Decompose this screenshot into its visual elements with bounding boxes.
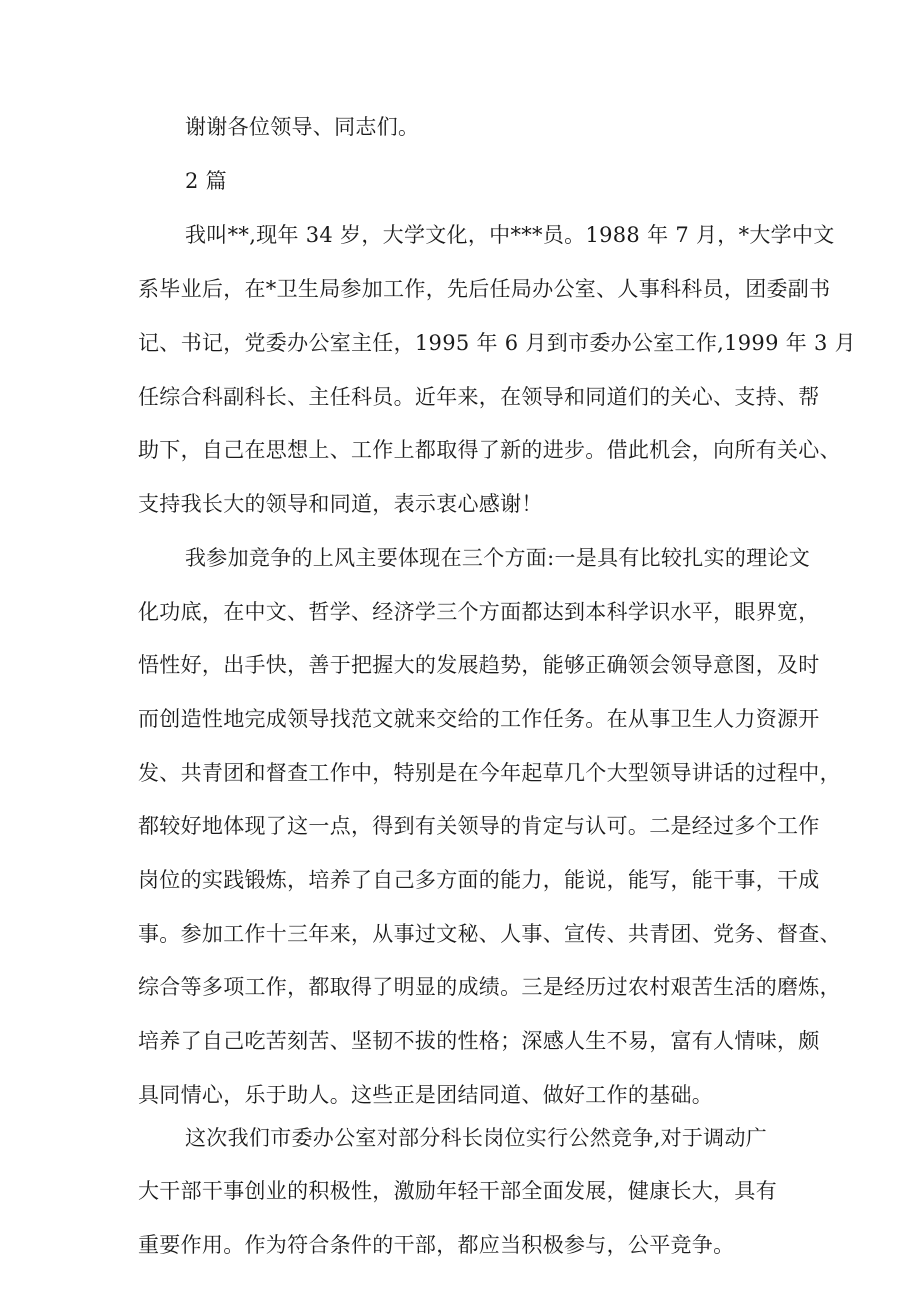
paragraph-line: 培养了自己吃苦刻苦、坚韧不拔的性格；深感人生不易，富有人情味，颇 xyxy=(138,1029,820,1053)
paragraph-line: 系毕业后，在*卫生局参加工作，先后任局办公室、人事科科员，团委副书 xyxy=(138,277,831,301)
paragraph-line: 事。参加工作十三年来，从事过文秘、人事、宣传、共青团、党务、督查、 xyxy=(138,922,841,946)
paragraph-line: 任综合科副科长、主任科员。近年来，在领导和同道们的关心、支持、帮 xyxy=(138,385,820,409)
section-heading: 2 篇 xyxy=(185,169,227,193)
paragraph-line: 岗位的实践锻炼，培养了自己多方面的能力，能说，能写，能干事，干成 xyxy=(138,868,820,892)
paragraph-line: 记、书记，党委办公室主任，1995 年 6 月到市委办公室工作,1999 年 3 月 xyxy=(138,331,856,355)
paragraph-line: 我参加竞争的上风主要体现在三个方面:一是具有比较扎实的理论文 xyxy=(185,546,811,570)
paragraph-line: 化功底，在中文、哲学、经济学三个方面都达到本科学识水平，眼界宽， xyxy=(138,600,820,624)
paragraph-line: 大干部干事创业的积极性，激励年轻干部全面发展，健康长大，具有 xyxy=(138,1179,777,1203)
paragraph-line: 我叫**,现年 34 岁，大学文化，中***员。1988 年 7 月，*大学中文 xyxy=(185,223,835,247)
paragraph-line: 悟性好，出手快，善于把握大的发展趋势，能够正确领会领导意图，及时 xyxy=(138,653,820,677)
paragraph-line: 都较好地体现了这一点，得到有关领导的肯定与认可。二是经过多个工作 xyxy=(138,814,820,838)
paragraph-line: 具同情心，乐于助人。这些正是团结同道、做好工作的基础。 xyxy=(138,1083,714,1107)
paragraph-line: 而创造性地完成领导找范文就来交给的工作任务。在从事卫生人力资源开 xyxy=(138,707,820,731)
paragraph-line: 重要作用。作为符合条件的干部，都应当积极参与，公平竞争。 xyxy=(138,1233,735,1257)
paragraph-line: 这次我们市委办公室对部分科长岗位实行公然竞争,对于调动广 xyxy=(185,1126,768,1150)
paragraph-line: 助下，自己在思想上、工作上都取得了新的进步。借此机会，向所有关心、 xyxy=(138,438,841,462)
closing-line: 谢谢各位领导、同志们。 xyxy=(185,115,420,139)
paragraph-line: 支持我长大的领导和同道，表示衷心感谢！ xyxy=(138,492,543,516)
paragraph-line: 综合等多项工作，都取得了明显的成绩。三是经历过农村艰苦生活的磨炼， xyxy=(138,975,841,999)
paragraph-line: 发、共青团和督查工作中，特别是在今年起草几个大型领导讲话的过程中， xyxy=(138,761,841,785)
